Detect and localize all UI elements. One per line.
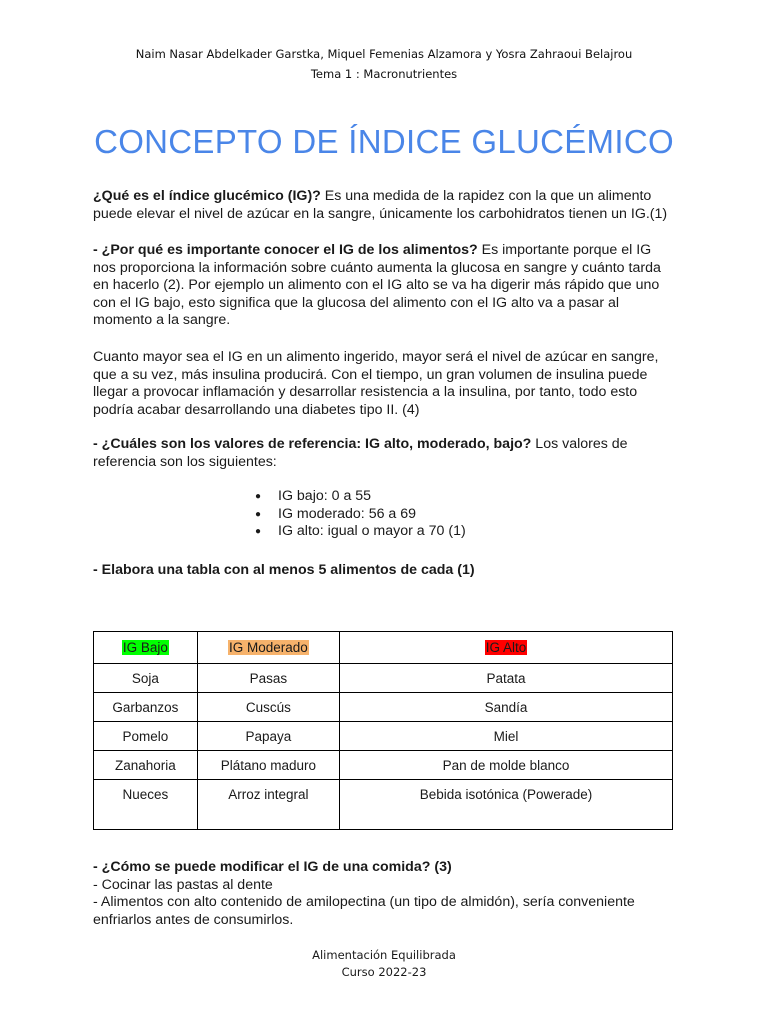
table-cell: Pasas	[197, 664, 339, 693]
table-cell: Miel	[339, 722, 672, 751]
table-cell: Plátano maduro	[197, 751, 339, 780]
list-item: ● IG bajo: 0 a 55	[255, 488, 466, 506]
paragraph-what-is-ig	[93, 188, 673, 223]
list-item: ● IG alto: igual o mayor a 70 (1)	[255, 523, 466, 541]
table-cell: Patata	[339, 664, 672, 693]
ig-food-table	[93, 631, 673, 830]
question-why-important: - ¿Por qué es importante conocer el IG de los alimentos?	[93, 242, 478, 258]
table-cell: Soja	[94, 664, 198, 693]
list-item: ● IG moderado: 56 a 69	[255, 506, 466, 524]
table-row	[94, 664, 673, 693]
answer-reference-values: Los valores de referencia son los siguientes:	[93, 436, 628, 470]
table-cell: Sandía	[339, 693, 672, 722]
page-title: CONCEPTO DE ÍNDICE GLUCÉMICO	[94, 123, 674, 160]
topic-line: Tema 1 : Macronutrientes	[310, 67, 458, 81]
list-item: - Alimentos con alto contenido de amilopectina (un tipo de almidón), sería conveniente enfriarlos antes de consumirlos.	[93, 894, 635, 928]
question-what-is-ig: ¿Qué es el índice glucémico (IG)?	[93, 188, 321, 204]
document-header	[0, 44, 768, 84]
paragraph-insulin: Cuanto mayor sea el IG en un alimento ingerido, mayor será el nivel de azúcar en sangre, que a su vez, más insulina producirá. Con el tiempo, un gran volumen de insulina puede llegar a provocar inflamación y desarrollar resistencia a la insulina, por tanto, todo esto podría acabar desarrollando una diabetes tipo II. (4)	[93, 349, 659, 418]
answer-why-important: Es importante porque el IG nos proporciona la información sobre cuánto aumenta la glucosa en sangre y cuánto tarda en hacerlo (2). Por ejemplo un alimento con el IG alto se va ha digerir más rápido que uno con el IG bajo, esto significa que la glucosa del alimento con el IG alto va a pasar al momento a la sangre.	[93, 242, 661, 328]
paragraph-reference-values	[93, 436, 673, 471]
table-cell: Nueces	[94, 780, 198, 830]
heading-table-task: - Elabora una tabla con al menos 5 alimentos de cada (1)	[93, 562, 475, 578]
table-cell: Bebida isotónica (Powerade)	[339, 780, 672, 830]
header-ig-moderado: IG Moderado	[197, 632, 339, 664]
table-row	[94, 722, 673, 751]
table-header-row	[94, 632, 673, 664]
heading-modify-ig: - ¿Cómo se puede modificar el IG de una comida? (3)	[93, 859, 452, 875]
header-ig-bajo: IG Bajo	[94, 632, 198, 664]
footer-course: Curso 2022-23	[341, 965, 427, 979]
table-cell: Pomelo	[94, 722, 198, 751]
header-ig-alto: IG Alto	[339, 632, 672, 664]
answer-what-is-ig: Es una medida de la rapidez con la que un alimento puede elevar el nivel de azúcar en la sangre, únicamente los carbohidratos tienen un IG.(1)	[93, 188, 668, 222]
document-footer	[0, 947, 768, 981]
reference-values-list	[255, 488, 466, 541]
paragraph-why-important	[93, 242, 673, 330]
table-row	[94, 780, 673, 830]
table-row	[94, 751, 673, 780]
section-modify-ig	[93, 859, 673, 929]
table-cell: Zanahoria	[94, 751, 198, 780]
table-cell: Papaya	[197, 722, 339, 751]
footer-subject: Alimentación Equilibrada	[312, 948, 456, 962]
table-cell: Garbanzos	[94, 693, 198, 722]
authors-line: Naim Nasar Abdelkader Garstka, Miquel Femenias Alzamora y Yosra Zahraoui Belajrou	[135, 47, 633, 61]
table-cell: Pan de molde blanco	[339, 751, 672, 780]
table-row	[94, 693, 673, 722]
list-item: - Cocinar las pastas al dente	[93, 876, 273, 893]
table-cell: Cuscús	[197, 693, 339, 722]
table-cell: Arroz integral	[197, 780, 339, 830]
question-reference-values: - ¿Cuáles son los valores de referencia: IG alto, moderado, bajo?	[93, 436, 532, 452]
